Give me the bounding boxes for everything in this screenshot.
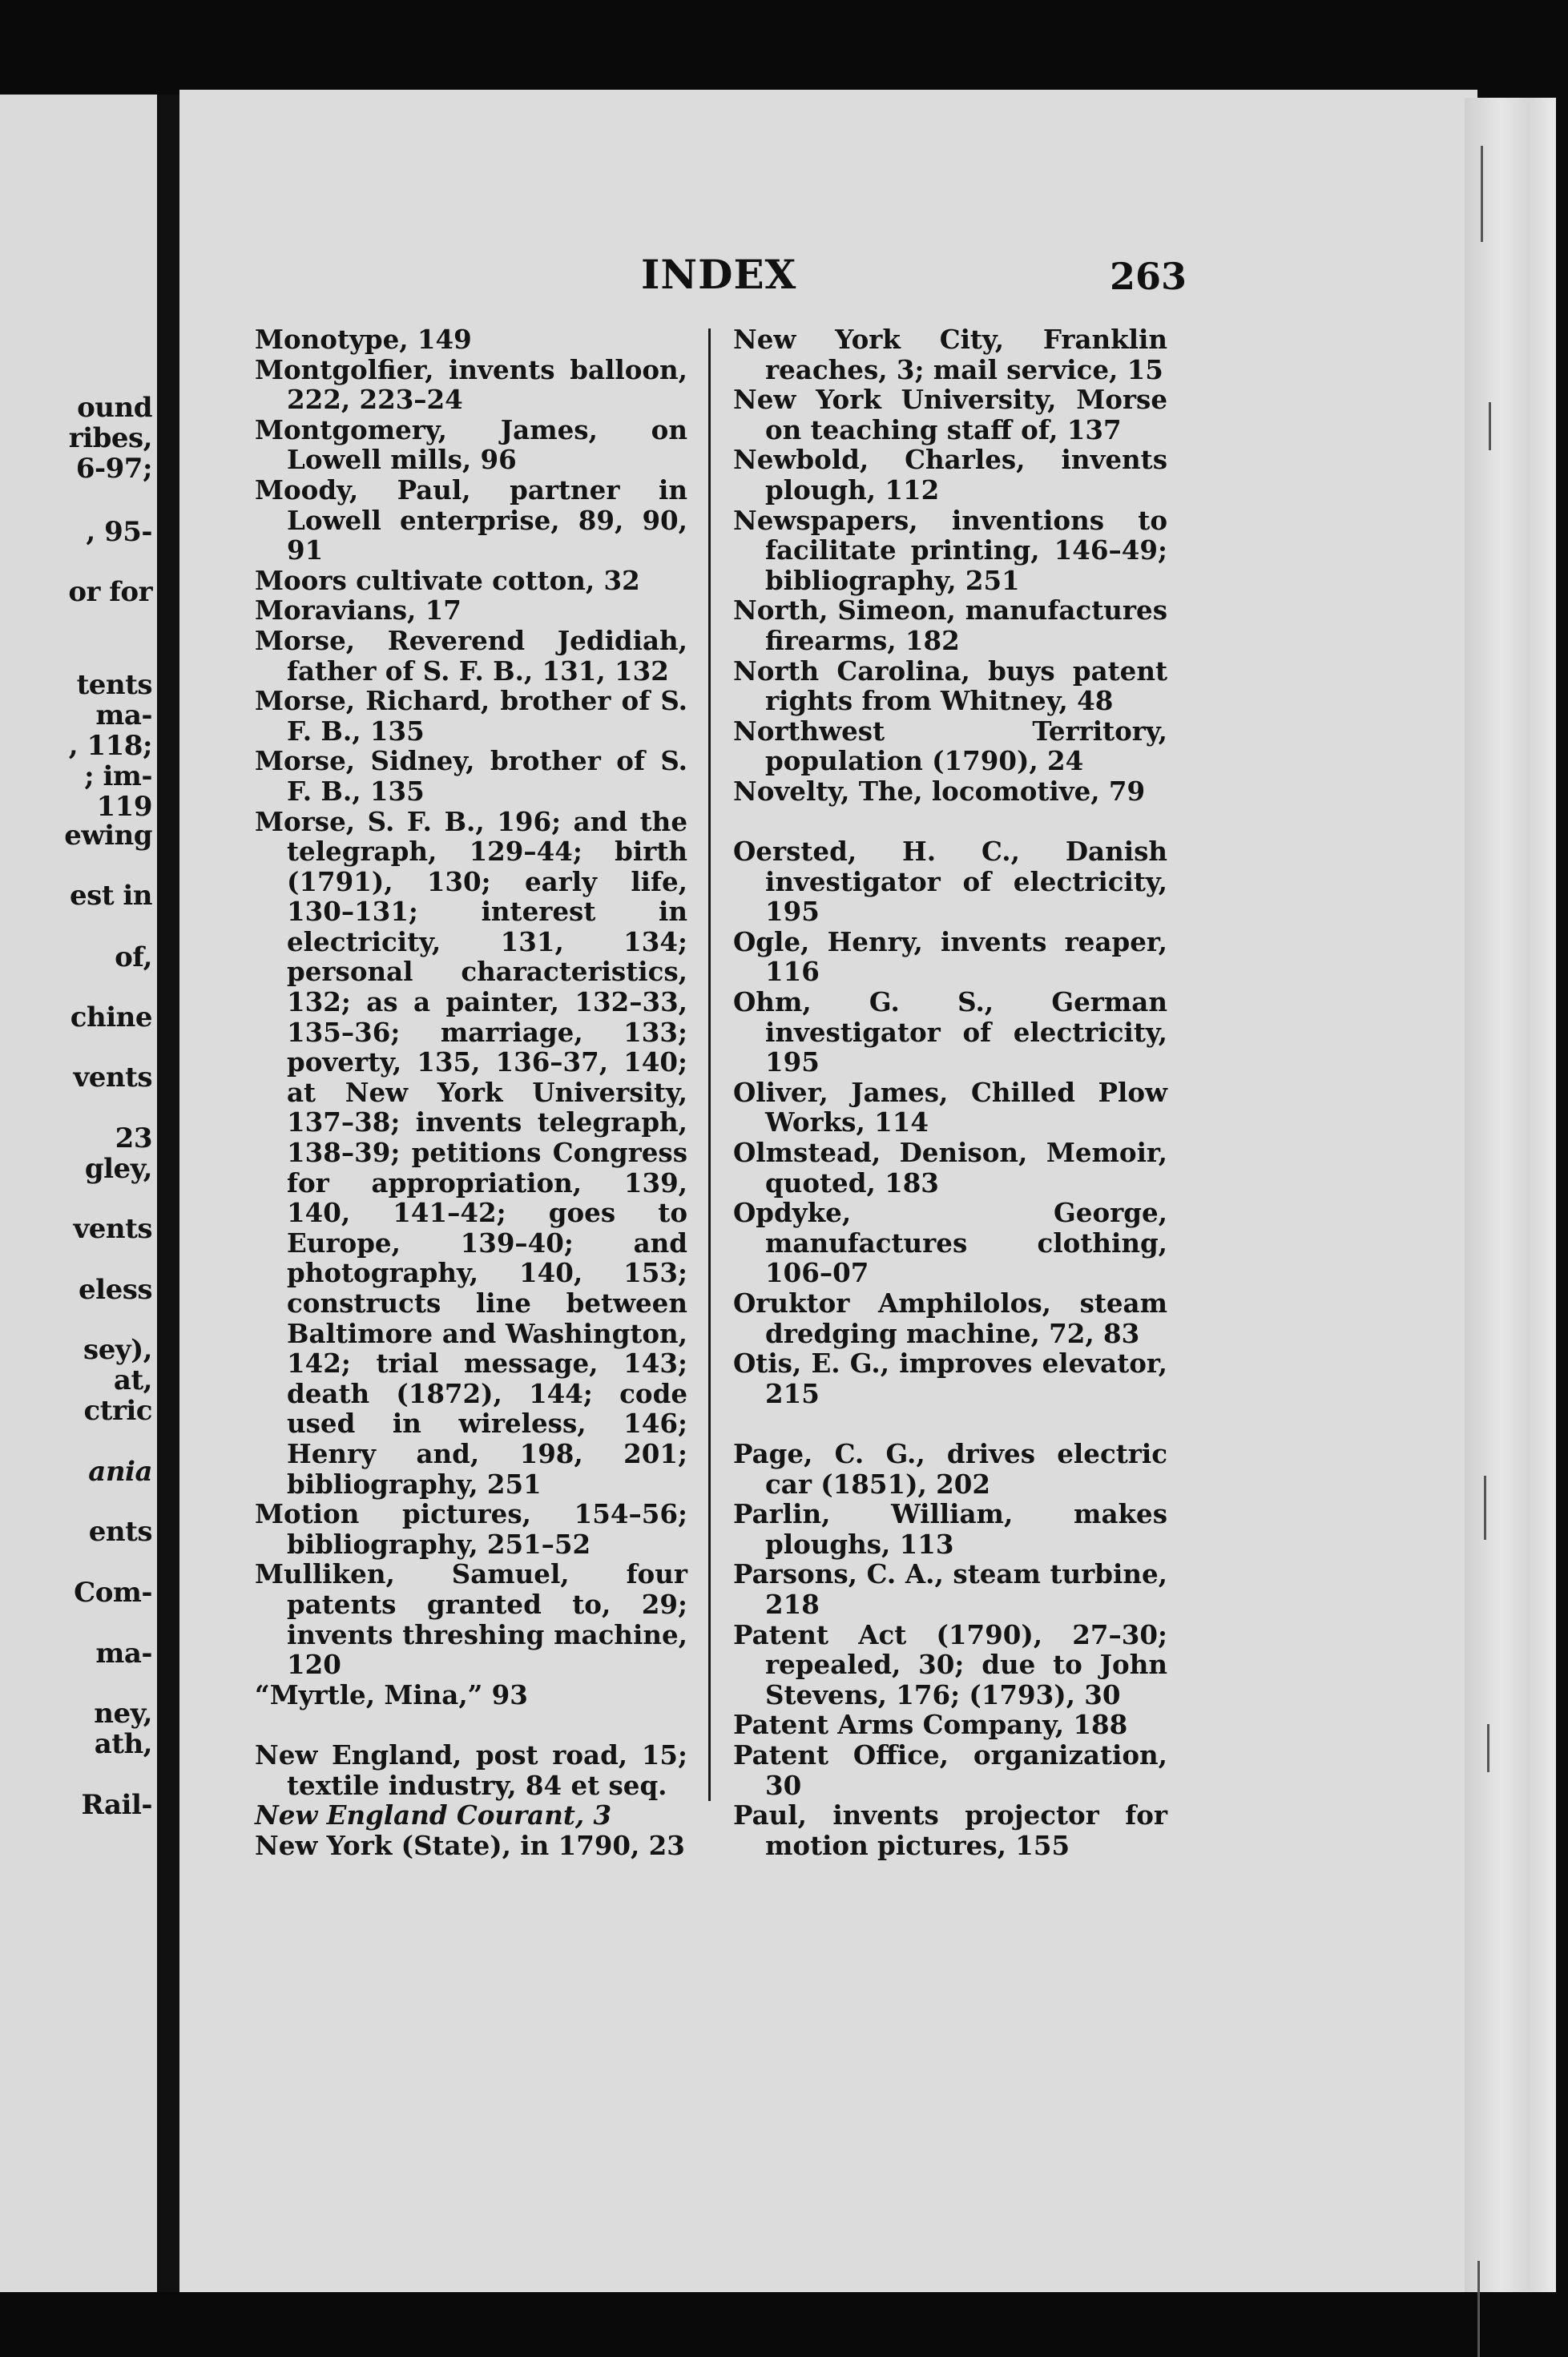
index-entry: Newbold, Charles, invents plough, 112 [733, 444, 1167, 506]
index-entry: Morse, Sidney, brother of S. F. B., 135 [255, 745, 687, 807]
facing-page-text: ; im- [84, 760, 152, 792]
facing-page-text: , 95- [86, 516, 152, 548]
section-gap [255, 1710, 687, 1740]
facing-page-text: gley, [84, 1153, 152, 1185]
index-entry: Otis, E. G., improves elevator, 215 [733, 1348, 1167, 1409]
facing-page-fragment [0, 95, 157, 2292]
facing-page-text: Com- [74, 1577, 152, 1609]
index-entry: “Myrtle, Mina,” 93 [255, 1678, 528, 1710]
index-entry: Morse, Richard, brother of S. F. B., 135 [255, 685, 687, 747]
facing-page-text: , 118; [68, 730, 152, 762]
book-gutter [157, 95, 179, 2292]
index-entry-text: New England, post road, 15; textile industry, 84 et seq. [255, 1739, 687, 1801]
index-entry: Patent Act (1790), 27–30; repealed, 30; due to John Stevens, 176; (1793), 30 [733, 1618, 1167, 1710]
index-entry: Moody, Paul, partner in Lowell enterprise, 89, 90, 91 [255, 473, 687, 566]
running-head: INDEX [641, 251, 797, 298]
facing-page-text: est in [70, 880, 152, 912]
section-gap [733, 807, 1167, 837]
index-column-left [255, 324, 687, 1860]
index-entry: Moravians, 17 [255, 594, 462, 627]
column-divider [708, 328, 711, 1801]
facing-page-text: 6-97; [75, 453, 152, 485]
index-entry: Patent Arms Company, 188 [733, 1709, 1128, 1741]
index-entry: Northwest Territory, population (1790), 24 [733, 715, 1167, 777]
index-entry: Montgomery, James, on Lowell mills, 96 [255, 413, 687, 476]
index-entry: Moors cultivate cotton, 32 [255, 564, 640, 596]
index-entry: Oruktor Amphilolos, steam dredging machine, 72, 83 [733, 1287, 1167, 1349]
index-entry: Newspapers, inventions to facilitate printing, 146–49; bibliography, 251 [733, 504, 1167, 596]
index-entry: North, Simeon, manufactures firearms, 182 [733, 594, 1167, 656]
index-entry: Patent Office, organization, 30 [733, 1739, 1167, 1801]
facing-page-text: tents [76, 669, 152, 701]
facing-page-text: 23 [115, 1122, 152, 1154]
facing-page-text: ribes, [68, 422, 152, 454]
facing-page-text: eless [79, 1274, 152, 1306]
index-entry: Ohm, G. S., German investigator of electricity, 195 [733, 986, 1167, 1078]
facing-page-text: ctric [83, 1395, 152, 1427]
index-entry: Paul, invents projector for motion pictures, 155 [733, 1799, 1167, 1861]
index-entry: Parlin, William, makes ploughs, 113 [733, 1498, 1167, 1560]
facing-page-text: sey), [83, 1334, 152, 1366]
index-entry: New York City, Franklin reaches, 3; mail service, 15 [733, 324, 1167, 385]
facing-page-text: Rail- [81, 1789, 152, 1821]
index-entry: North Carolina, buys patent rights from Whitney, 48 [733, 655, 1167, 717]
index-entry: New York (State), in 1790, 23 [255, 1829, 685, 1861]
index-entry [255, 1740, 687, 1800]
index-entry: Mulliken, Samuel, four patents granted to, 29; invents threshing machine, 120 [255, 1558, 687, 1681]
facing-page-text: 119 [96, 791, 152, 823]
facing-page-text: ania [88, 1456, 152, 1488]
page-edge [1465, 98, 1556, 2292]
facing-page-text: ewing [64, 820, 152, 852]
facing-page-text: of, [115, 941, 152, 973]
index-entry: Monotype, 149 [255, 324, 472, 355]
facing-page-text: at, [113, 1364, 152, 1396]
facing-page-text: ney, [94, 1698, 152, 1730]
facing-page-text: ath, [94, 1728, 152, 1760]
facing-page-text: ma- [95, 1638, 152, 1670]
index-entry: Parsons, C. A., steam turbine, 218 [733, 1558, 1167, 1620]
facing-page-text: or for [68, 576, 152, 608]
index-entry: Montgolfier, invents balloon, 222, 223–24 [255, 353, 687, 416]
section-gap [733, 1408, 1167, 1439]
page-number: 263 [1110, 255, 1187, 298]
index-entry: Page, C. G., drives electric car (1851), 202 [733, 1437, 1167, 1500]
index-entry: Oersted, H. C., Danish investigator of electricity, 195 [733, 836, 1167, 928]
facing-page-text: ma- [95, 699, 152, 731]
facing-page-text: vents [73, 1213, 152, 1245]
facing-page-text: ound [77, 392, 152, 424]
index-entry: Morse, Reverend Jedidiah, father of S. F. B., 131, 132 [255, 624, 687, 687]
index-entry: Oliver, James, Chilled Plow Works, 114 [733, 1076, 1167, 1138]
index-entry: Novelty, The, locomotive, 79 [733, 775, 1146, 807]
facing-page-text: ents [88, 1516, 152, 1548]
index-entry: Ogle, Henry, invents reaper, 116 [733, 925, 1167, 988]
facing-page-text: chine [70, 1001, 152, 1033]
index-entry: Olmstead, Denison, Memoir, quoted, 183 [733, 1137, 1167, 1199]
index-entry: Motion pictures, 154–56; bibliography, 251–52 [255, 1498, 687, 1560]
index-entry: New York University, Morse on teaching staff of, 137 [733, 384, 1167, 445]
index-entry: Opdyke, George, manufactures clothing, 106–07 [733, 1197, 1167, 1289]
facing-page-text: vents [73, 1062, 152, 1094]
index-entry: New England Courant, 3 [255, 1799, 612, 1831]
index-entry: Morse, S. F. B., 196; and the telegraph, 129–44; birth (1791), 130; early life, 130–131; interest in electricity, 131, 134; personal characteristics, 132; as a painter, 132–33, 135–36; marriage, 133; poverty, 135, 136–37, 140; at New York University, 137–38; invents telegraph, 138–39; petitions Congress for appropriation, 139, 140, 141–42; goes to Europe, 139–40; and photography, 140, 153; constructs line between Baltimore and Washington, 142; trial message, 143; death (1872), 144; code used in wireless, 146; Henry and, 198, 201; bibliography, 251 [255, 805, 687, 1500]
index-column-right [733, 324, 1167, 1860]
